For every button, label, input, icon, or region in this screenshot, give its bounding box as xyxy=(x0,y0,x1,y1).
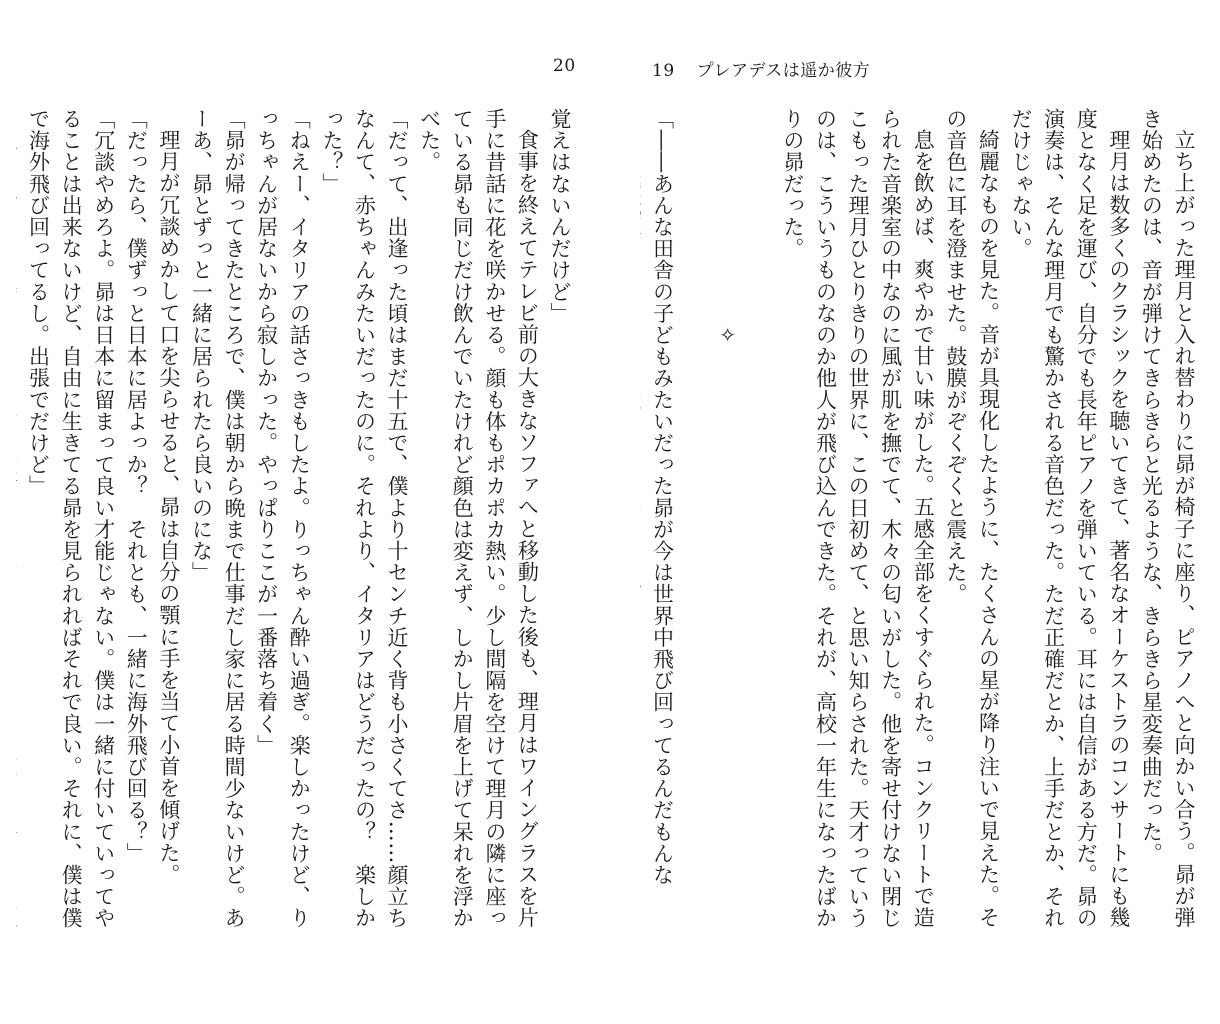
dialogue-line: 「昴が帰ってきたところで、僕は朝から晩まで仕事だし家に居る時間少ないけど。あーあ、昴とずっと一緒に居られたら良いのにな」 xyxy=(189,108,247,929)
paragraph: 立ち上がった理月と入れ替わりに昴が椅子に座り、ピアノへと向かい合う。昴が弾き始めたのは、音が弾けてきらきらと光るような、きらきら星変奏曲だった。 xyxy=(1139,108,1196,929)
left-page-header xyxy=(553,56,576,76)
paragraph: 食事を終えてテレビ前の大きなソファへと移動した後も、理月はワイングラスを片手に昔話に花を咲かせる。顔も体もポカポカ熱い。少し間隔を空けて理月の隣に座っている昴も同じだけ飲んでいたけれど顔色は変えず、しかし片眉を上げて呆れを浮かべた。 xyxy=(417,108,540,929)
dialogue-line: 「だったら、僕ずっと日本に居よっか？ それとも、一緒に海外飛び回る？」 xyxy=(124,108,149,864)
dialogue-line: 「だって、出逢った頃はまだ十五で、僕より十センチ近く背も小さくてさ……顔立ちなんて、赤ちゃんみたいだったのに。それより、イタリアはどうだったの？ 楽しかった？」 xyxy=(319,108,410,929)
paragraph xyxy=(16,108,22,948)
scene-separator-star: ✧ xyxy=(715,323,740,348)
paragraph: 息を飲めば、爽やかで甘い味がした。五感全部をくすぐられた。コンクリートで造られた音楽室の中なのに風が肌を撫でて、木々の匂いがした。他を寄せ付けない閉じこもった理月ひとりきりの世界に、この日初めて、と思い知らされた。天才っていうのは、こういうものなのか他人が飛び込んできた。それが、高校一年生になったばかりの昴だった。 xyxy=(780,108,936,929)
left-page-number: 20 xyxy=(553,56,576,76)
paragraph: 覚えはないんだけど」 xyxy=(548,108,572,324)
blank-line xyxy=(679,108,712,948)
dialogue-line: 「ねえー、イタリアの話さっきもしたよ。りっちゃん酔い過ぎ。楽しかったけど、りっちゃんが居ないから寂しかった。やっぱりここが一番落ち着く」 xyxy=(254,108,312,929)
left-page-body xyxy=(16,108,576,948)
paragraph: 理月が冗談めかして口を尖らせると、昴は自分の顎に手を当て小首を傾げた。 xyxy=(156,129,181,885)
blank-line xyxy=(744,108,777,948)
chapter-title: プレアデスは遥か彼方 xyxy=(696,61,871,81)
right-page-header xyxy=(652,56,870,81)
paragraph: 理月は数多くのクラシックを聴いてきて、著名なオーケストラのコンサートにも幾度となく足を運び、自分でも長年ピアノを弾いている。耳には自信がある方だ。昴の演奏は、そんな理月でも驚かされる音色だった。ただ正確だとか、上手だとか、それだけじゃない。 xyxy=(1009,108,1131,929)
right-page-body xyxy=(640,108,1200,948)
dialogue-line: 「――あんな田舎の子どもみたいだった昴が今は世界中飛び回ってるんだもんな xyxy=(650,108,675,886)
right-page-number: 19 xyxy=(652,61,675,81)
paragraph: 綺麗なものを見た。音が具現化したように、たくさんの星が降り注いで見えた。その音色に耳を澄ませた。鼓膜がぞくぞくと震えた。 xyxy=(943,108,1001,929)
dialogue-line: 「冗談やめろよ。昴は日本に留まって良い才能じゃない。僕は一緒に付いていってやることは出来ないけど、自由に生きてる昴を見られればそれで良い。それに、僕は僕で海外飛び回ってるし。出張でだけど」 xyxy=(26,108,116,929)
